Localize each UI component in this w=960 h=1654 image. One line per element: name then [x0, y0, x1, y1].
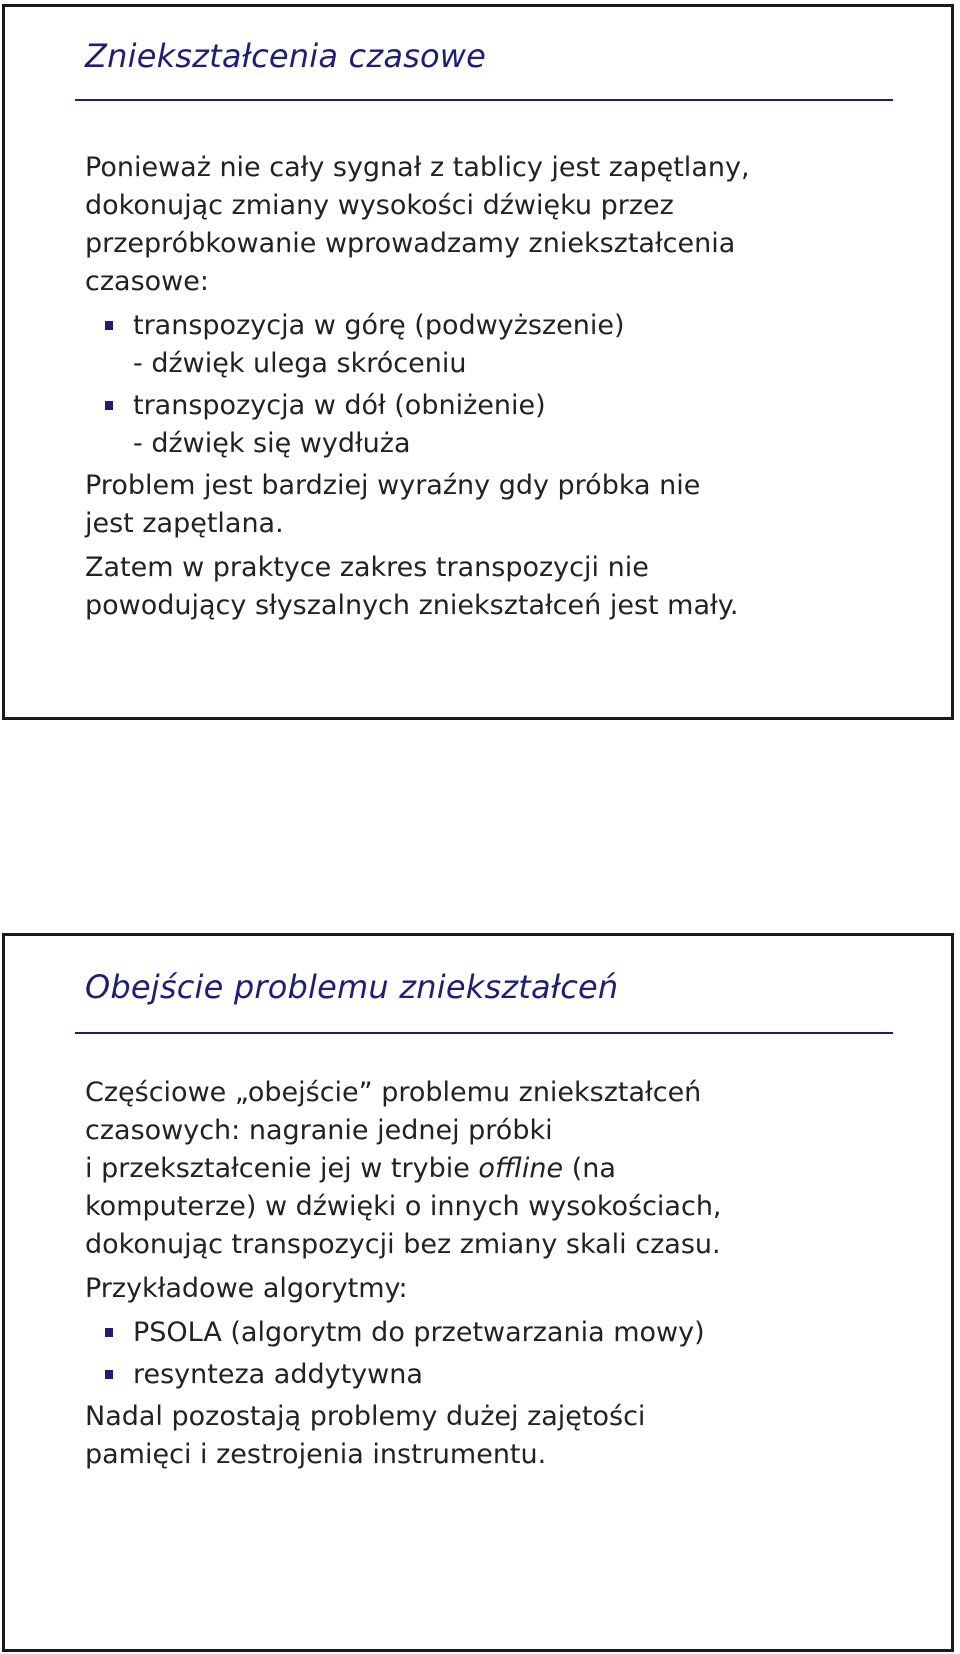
square-bullet-icon: [105, 1370, 113, 1379]
text-line: Nadal pozostają problemy dużej zajętości: [85, 1401, 646, 1432]
list-item: [85, 307, 945, 383]
problem-paragraph: [85, 467, 945, 543]
text-line: Problem jest bardziej wyraźny gdy próbka nie: [85, 470, 701, 501]
bullet-text: transpozycja w dół (obniżenie): [133, 390, 546, 421]
title-underline: [75, 1032, 893, 1034]
closing-paragraph: [85, 1398, 945, 1474]
text-line: dokonując zmiany wysokości dźwięku przez: [85, 190, 674, 221]
text-line: przepróbkowanie wprowadzamy zniekształcenia: [85, 228, 736, 259]
text-line: jest zapętlana.: [85, 508, 284, 539]
text-line: Częściowe „obejście” problemu zniekształceń: [85, 1077, 702, 1108]
conclusion-paragraph: [85, 549, 945, 625]
text-line: Zatem w praktyce zakres transpozycji nie: [85, 552, 649, 583]
examples-label: [85, 1270, 945, 1308]
text-line: czasowe:: [85, 266, 209, 297]
bullet-list: [85, 1314, 945, 1394]
square-bullet-icon: [105, 321, 113, 330]
list-item: [85, 1314, 945, 1352]
text-fragment: (na: [563, 1153, 616, 1184]
slide-2: [2, 933, 954, 1652]
text-line: komputerze) w dźwięki o innych wysokościach,: [85, 1191, 722, 1222]
slide-title: Obejście problemu zniekształceń: [85, 968, 619, 1006]
text-line: [85, 1150, 945, 1188]
slide-content: [85, 1074, 945, 1480]
bullet-text: PSOLA (algorytm do przetwarzania mowy): [133, 1317, 705, 1348]
slide-content: [85, 149, 945, 631]
bullet-list: [85, 307, 945, 463]
bullet-text: - dźwięk się wydłuża: [133, 428, 411, 459]
bullet-text: resynteza addytywna: [133, 1359, 423, 1390]
text-line: pamięci i zestrojenia instrumentu.: [85, 1439, 547, 1470]
bullet-text: - dźwięk ulega skróceniu: [133, 348, 467, 379]
title-underline: [75, 99, 893, 101]
text-fragment: i przekształcenie jej w trybie: [85, 1153, 479, 1184]
intro-paragraph: [85, 1074, 945, 1264]
text-line: dokonując transpozycji bez zmiany skali czasu.: [85, 1229, 721, 1260]
text-line: powodujący słyszalnych zniekształceń jest mały.: [85, 590, 739, 621]
intro-paragraph: [85, 149, 945, 301]
text-line: Przykładowe algorytmy:: [85, 1273, 408, 1304]
bullet-text: transpozycja w górę (podwyższenie): [133, 310, 625, 341]
square-bullet-icon: [105, 401, 113, 410]
text-line: Ponieważ nie cały sygnał z tablicy jest zapętlany,: [85, 152, 750, 183]
list-item: [85, 1356, 945, 1394]
slide-1: [2, 4, 954, 720]
slide-title: Zniekształcenia czasowe: [85, 37, 487, 75]
text-line: czasowych: nagranie jednej próbki: [85, 1115, 553, 1146]
list-item: [85, 387, 945, 463]
square-bullet-icon: [105, 1328, 113, 1337]
emphasized-text: offline: [478, 1153, 564, 1184]
